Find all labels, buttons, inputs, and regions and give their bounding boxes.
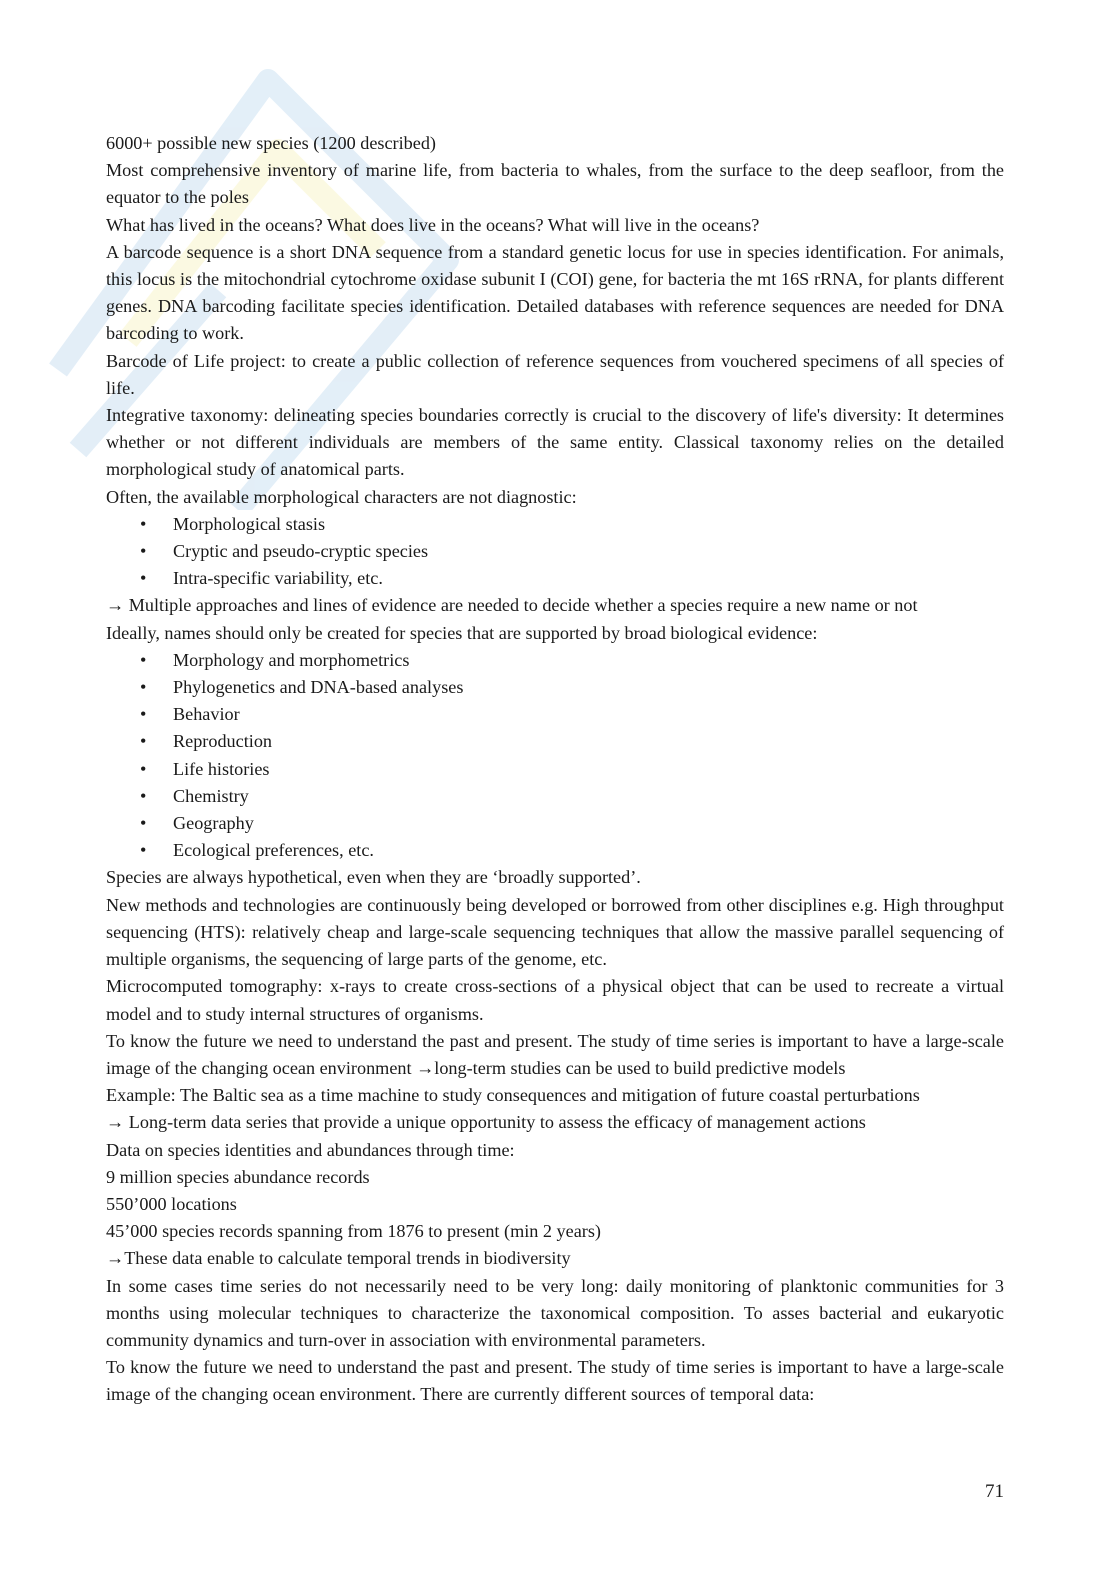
paragraph: →These data enable to calculate temporal trends in biodiversity bbox=[106, 1248, 571, 1269]
list-item: • Ecological preferences, etc. bbox=[106, 837, 1004, 864]
list-item: • Behavior bbox=[106, 701, 1004, 728]
paragraph: To know the future we need to understand the past and present. The study of time series is important to have a large-scale image of the changing ocean environment →long-term studies can be used to build predictive models bbox=[106, 1030, 1004, 1078]
document-body bbox=[106, 130, 1004, 1409]
paragraph: 550’000 locations bbox=[106, 1193, 237, 1214]
paragraph: In some cases time series do not necessarily need to be very long: daily monitoring of planktonic communities for 3 months using molecular techniques to characterize the taxonomical composition. To asses bacterial and eukaryotic community dynamics and turn-over in association with environmental parameters. bbox=[106, 1275, 1004, 1350]
paragraph: → Multiple approaches and lines of evidence are needed to decide whether a species require a new name or not bbox=[106, 595, 918, 616]
paragraph: Example: The Baltic sea as a time machine to study consequences and mitigation of future coastal perturbations bbox=[106, 1085, 920, 1106]
paragraph: Data on species identities and abundances through time: bbox=[106, 1139, 515, 1160]
paragraph: Ideally, names should only be created for species that are supported by broad biological evidence: bbox=[106, 622, 818, 643]
list-item: • Cryptic and pseudo-cryptic species bbox=[106, 538, 1004, 565]
paragraph: Species are always hypothetical, even when they are ‘broadly supported’. bbox=[106, 867, 641, 888]
paragraph: Often, the available morphological characters are not diagnostic: bbox=[106, 486, 577, 507]
list-item: • Intra-specific variability, etc. bbox=[106, 565, 1004, 592]
list-item: • Chemistry bbox=[106, 783, 1004, 810]
list-item: • Morphology and morphometrics bbox=[106, 647, 1004, 674]
list-item: • Reproduction bbox=[106, 728, 1004, 755]
bullet-list bbox=[106, 511, 1004, 593]
list-item: • Geography bbox=[106, 810, 1004, 837]
paragraph: 9 million species abundance records bbox=[106, 1166, 370, 1187]
list-item: • Life histories bbox=[106, 756, 1004, 783]
paragraph: New methods and technologies are continuously being developed or borrowed from other disciplines e.g. High throughput sequencing (HTS): relatively cheap and large-scale sequencing techniques that allow the massive parallel sequencing of multiple organisms, the sequencing of large parts of the genome, etc. bbox=[106, 894, 1004, 970]
paragraph: Most comprehensive inventory of marine life, from bacteria to whales, from the surface to the deep seafloor, from the equator to the poles bbox=[106, 160, 1004, 208]
paragraph: To know the future we need to understand the past and present. The study of time series is important to have a large-scale image of the changing ocean environment. There are currently different sources of temporal data: bbox=[106, 1357, 1004, 1405]
paragraph: A barcode sequence is a short DNA sequence from a standard genetic locus for use in species identification. For animals, this locus is the mitochondrial cytochrome oxidase subunit I (COI) gene, for bacteria the mt 16S rRNA, for plants different genes. DNA barcoding facilitate species identification. Detailed databases with reference sequences are needed for DNA barcoding to work. bbox=[106, 241, 1004, 344]
paragraph: Integrative taxonomy: delineating species boundaries correctly is crucial to the discovery of life's diversity: It determines whether or not different individuals are members of the same entity. Classical taxonomy relies on the detailed morphological study of anatomical parts. bbox=[106, 405, 1004, 480]
paragraph: What has lived in the oceans? What does live in the oceans? What will live in the oceans? bbox=[106, 214, 760, 235]
paragraph: 6000+ possible new species (1200 described) bbox=[106, 133, 436, 153]
page-number: 71 bbox=[985, 1481, 1004, 1502]
bullet-list bbox=[106, 647, 1004, 865]
list-item: • Phylogenetics and DNA-based analyses bbox=[106, 674, 1004, 701]
paragraph: 45’000 species records spanning from 1876 to present (min 2 years) bbox=[106, 1221, 601, 1242]
paragraph: Barcode of Life project: to create a public collection of reference sequences from vouchered specimens of all species of life. bbox=[106, 350, 1004, 398]
paragraph: → Long-term data series that provide a unique opportunity to assess the efficacy of management actions bbox=[106, 1112, 866, 1133]
paragraph: Microcomputed tomography: x-rays to create cross-sections of a physical object that can be used to recreate a virtual model and to study internal structures of organisms. bbox=[106, 976, 1004, 1024]
list-item: • Morphological stasis bbox=[106, 511, 1004, 538]
